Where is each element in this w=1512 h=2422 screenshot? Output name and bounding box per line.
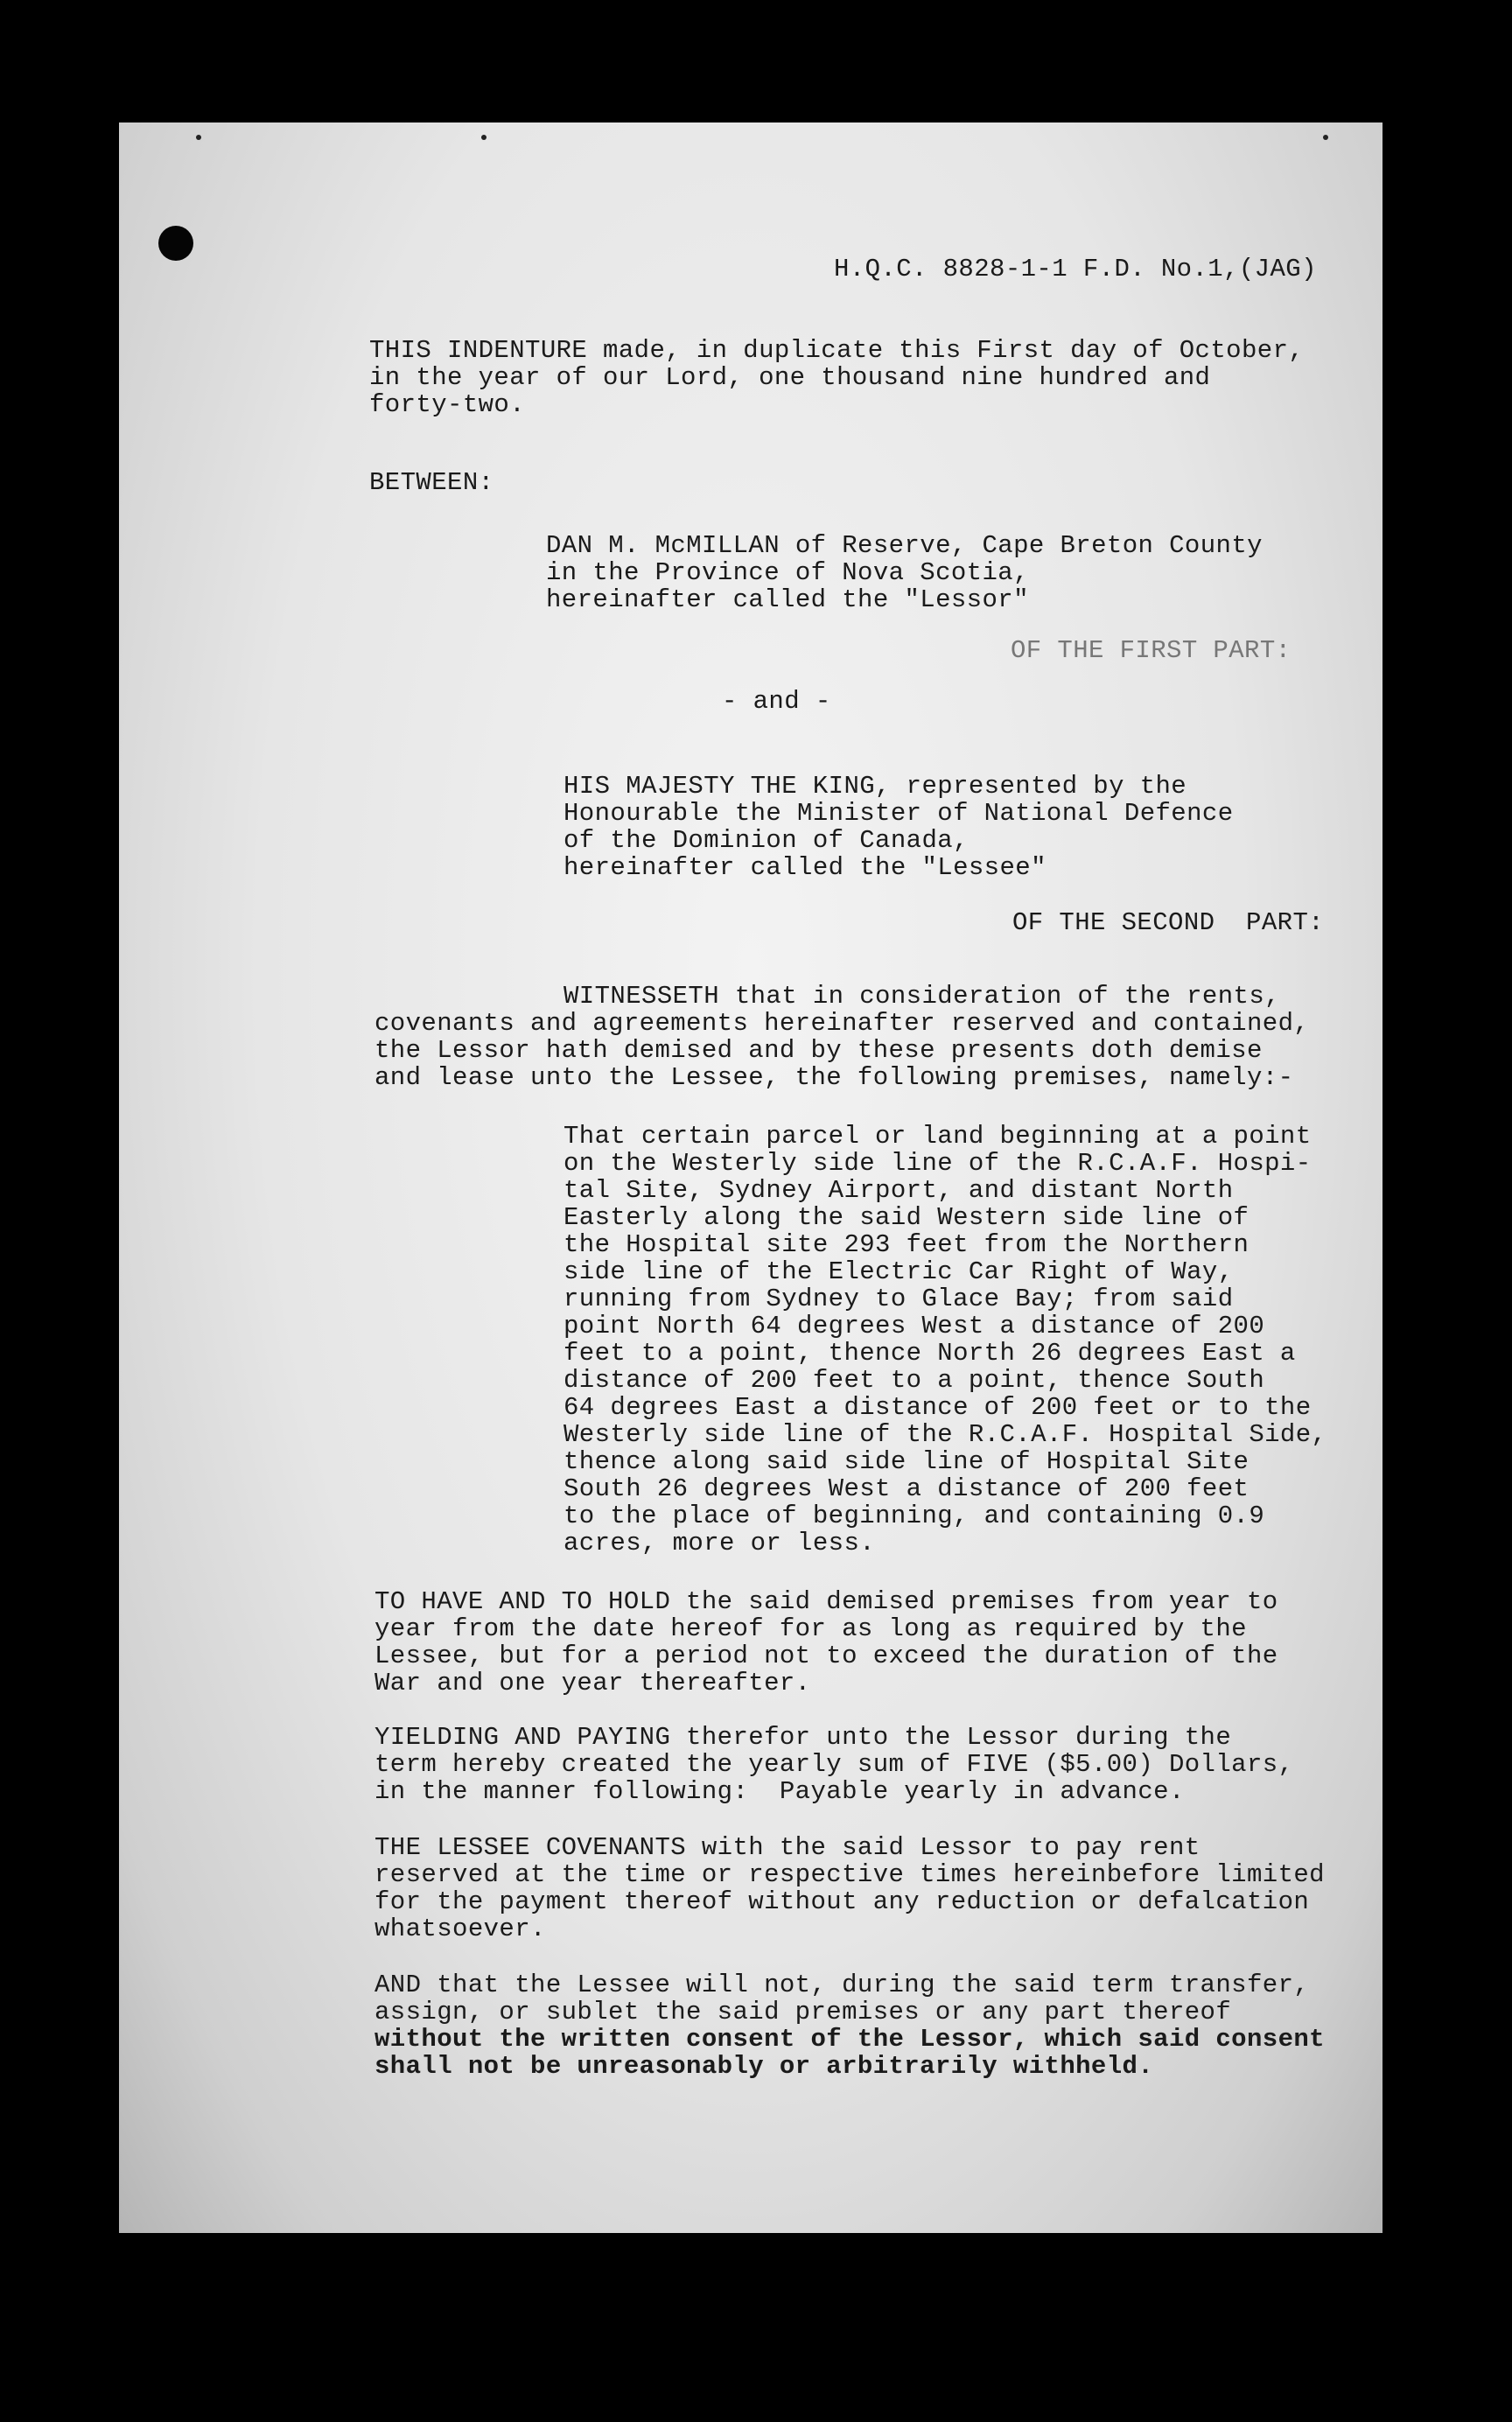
habendum-line: TO HAVE AND TO HOLD the said demised premises from year to (374, 1587, 1278, 1616)
parcel-line: acres, more or less. (564, 1529, 876, 1558)
intro-line: THIS INDENTURE made, in duplicate this First day of October, (369, 336, 1305, 365)
assignment-line: assign, or sublet the said premises or any part thereof (374, 1998, 1232, 2026)
parcel-line: feet to a point, thence North 26 degrees East a (564, 1339, 1296, 1368)
second-party-line: Honourable the Minister of National Defence (564, 799, 1234, 828)
parcel-line: side line of the Electric Car Right of Way, (564, 1257, 1234, 1286)
speck-mark (1323, 135, 1328, 140)
yielding-line: in the manner following: Payable yearly in advance. (374, 1777, 1185, 1806)
yielding-line: YIELDING AND PAYING therefor unto the Lessor during the (374, 1723, 1232, 1752)
speck-mark (196, 135, 201, 140)
intro-line: forty-two. (369, 390, 526, 419)
yielding-line: term hereby created the yearly sum of FIVE ($5.00) Dollars, (374, 1750, 1294, 1779)
parcel-line: point North 64 degrees West a distance of 200 (564, 1312, 1265, 1340)
first-party-line: DAN M. McMILLAN of Reserve, Cape Breton County (546, 531, 1263, 560)
speck-mark (481, 135, 486, 140)
witnesseth-line: and lease unto the Lessee, the following premises, namely:- (374, 1063, 1294, 1092)
assignment-line: without the written consent of the Lessor, which said consent (374, 2025, 1325, 2054)
witnesseth-line: covenants and agreements hereinafter reserved and contained, (374, 1009, 1310, 1038)
file-reference: H.Q.C. 8828-1-1 F.D. No.1,(JAG) (834, 255, 1317, 284)
habendum-line: Lessee, but for a period not to exceed the duration of the (374, 1642, 1278, 1670)
habendum-line: War and one year thereafter. (374, 1669, 811, 1698)
parcel-line: That certain parcel or land beginning at a point (564, 1122, 1312, 1151)
witnesseth-line: the Lessor hath demised and by these presents doth demise (374, 1036, 1263, 1065)
parcel-line: to the place of beginning, and containing 0.9 (564, 1502, 1265, 1530)
parcel-line: Easterly along the said Western side line of (564, 1203, 1250, 1232)
punch-hole (158, 226, 193, 261)
parcel-line: the Hospital site 293 feet from the Northern (564, 1230, 1250, 1259)
parcel-line: on the Westerly side line of the R.C.A.F. Hospi- (564, 1149, 1312, 1178)
first-part-label: OF THE FIRST PART: (1011, 636, 1292, 665)
covenants-line: reserved at the time or respective times hereinbefore limited (374, 1860, 1325, 1889)
parcel-line: thence along said side line of Hospital Site (564, 1447, 1250, 1476)
witnesseth-line: WITNESSETH that in consideration of the rents, (564, 982, 1280, 1011)
between-label: BETWEEN: (369, 468, 494, 497)
parcel-line: South 26 degrees West a distance of 200 feet (564, 1474, 1250, 1503)
assignment-line: AND that the Lessee will not, during the said term transfer, (374, 1970, 1310, 1999)
parcel-line: running from Sydney to Glace Bay; from said (564, 1284, 1234, 1313)
and-separator: - and - (722, 687, 831, 716)
first-party-line: in the Province of Nova Scotia, (546, 558, 1029, 587)
second-party-line: hereinafter called the "Lessee" (564, 853, 1046, 882)
second-part-label: OF THE SECOND PART: (1012, 908, 1325, 937)
document-sheet (119, 122, 1382, 2233)
parcel-line: 64 degrees East a distance of 200 feet or to the (564, 1393, 1312, 1422)
covenants-line: THE LESSEE COVENANTS with the said Lessor to pay rent (374, 1833, 1200, 1862)
parcel-line: tal Site, Sydney Airport, and distant North (564, 1176, 1234, 1205)
parcel-line: distance of 200 feet to a point, thence South (564, 1366, 1265, 1395)
intro-line: in the year of our Lord, one thousand nine hundred and (369, 363, 1211, 392)
parcel-line: Westerly side line of the R.C.A.F. Hospital Side, (564, 1420, 1327, 1449)
covenants-line: whatsoever. (374, 1914, 546, 1943)
second-party-line: of the Dominion of Canada, (564, 826, 969, 855)
first-party-line: hereinafter called the "Lessor" (546, 585, 1029, 614)
covenants-line: for the payment thereof without any reduction or defalcation (374, 1887, 1310, 1916)
second-party-line: HIS MAJESTY THE KING, represented by the (564, 772, 1187, 801)
assignment-line: shall not be unreasonably or arbitrarily withheld. (374, 2052, 1154, 2081)
habendum-line: year from the date hereof for as long as required by the (374, 1614, 1247, 1643)
